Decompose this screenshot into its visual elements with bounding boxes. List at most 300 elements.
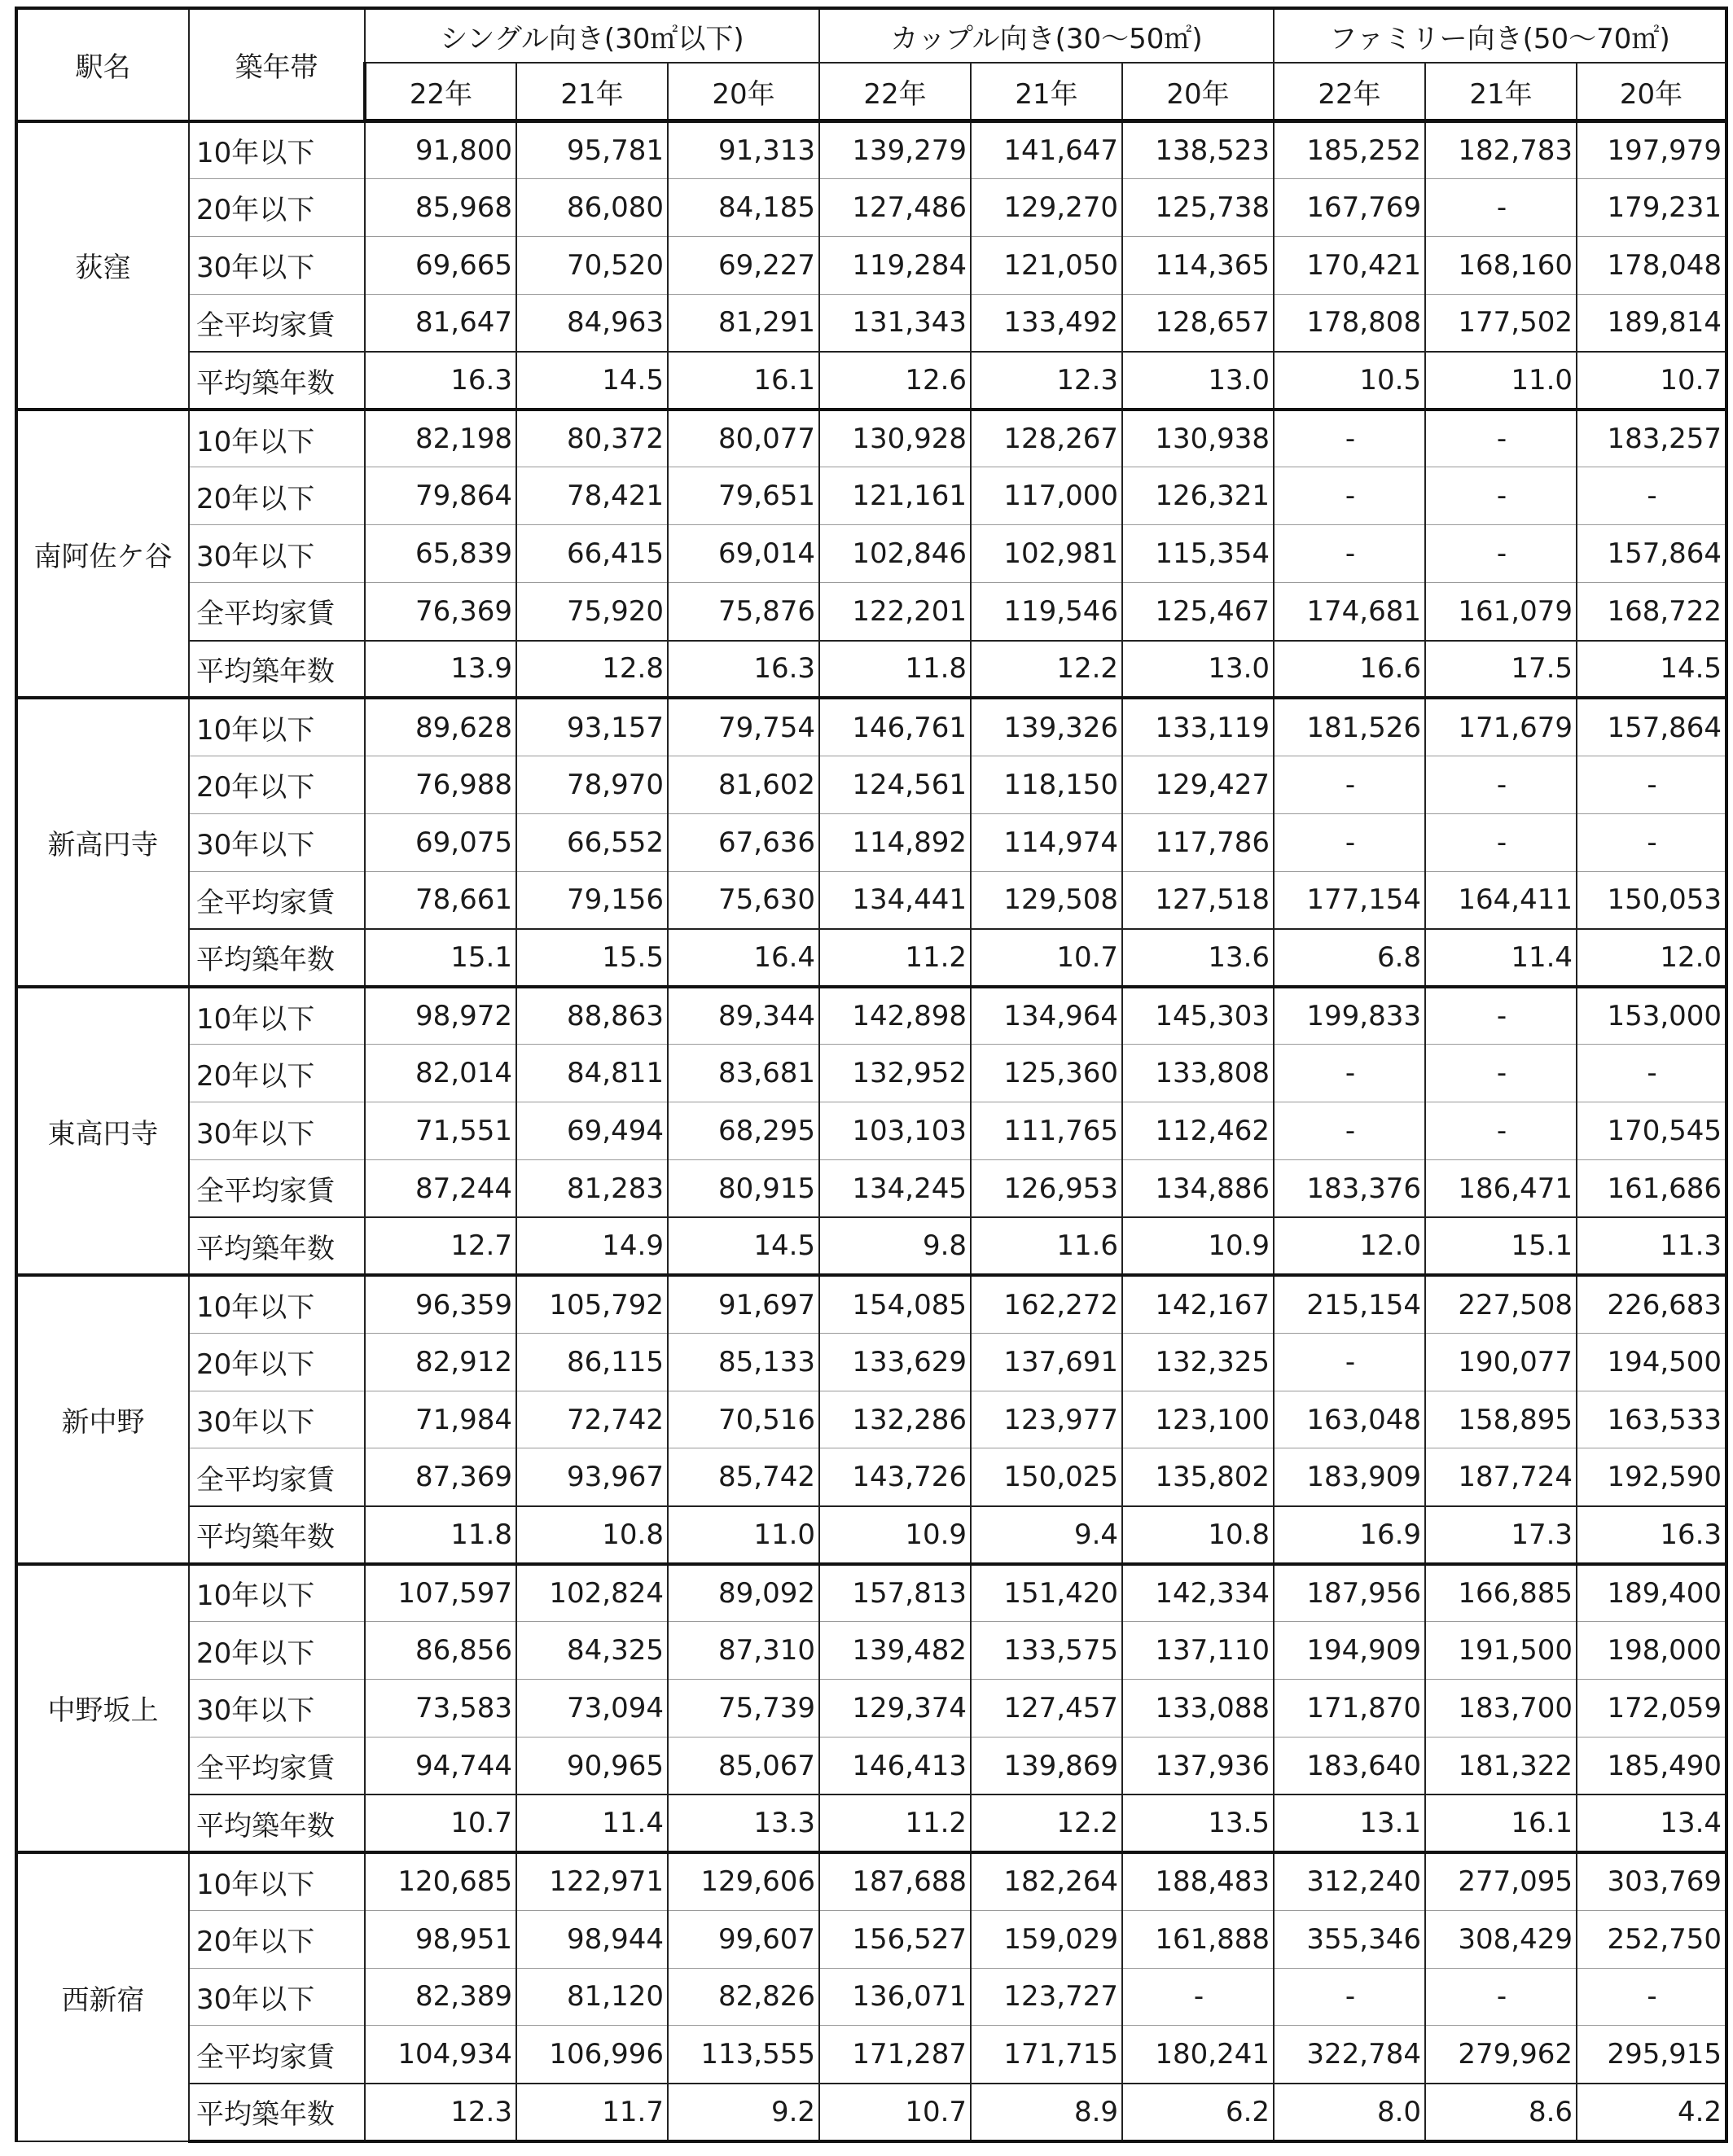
rent-value-cell: 308,429 xyxy=(1425,1910,1577,1968)
rent-value-cell: 11.2 xyxy=(819,929,971,987)
rent-value-cell: 178,808 xyxy=(1274,294,1425,352)
rent-value-cell: 134,441 xyxy=(819,871,971,929)
rent-value-cell: 13.0 xyxy=(1122,352,1274,410)
rent-value-cell: - xyxy=(1577,1968,1726,2026)
rent-value-cell: 93,157 xyxy=(516,698,668,756)
age-band-label: 30年以下 xyxy=(189,813,365,871)
rent-value-cell: 185,490 xyxy=(1577,1737,1726,1794)
rent-value-cell: 76,369 xyxy=(365,583,516,641)
rent-value-cell: 11.0 xyxy=(1425,352,1577,410)
rent-value-cell: 10.9 xyxy=(819,1506,971,1564)
rent-value-cell: 6.2 xyxy=(1122,2084,1274,2141)
rent-value-cell: 177,502 xyxy=(1425,294,1577,352)
rent-value-cell: 103,103 xyxy=(819,1102,971,1160)
rent-value-cell: 82,826 xyxy=(668,1968,819,2026)
rent-value-cell: 279,962 xyxy=(1425,2026,1577,2084)
rent-value-cell: 87,244 xyxy=(365,1160,516,1218)
rent-value-cell: 135,802 xyxy=(1122,1448,1274,1506)
rent-value-cell: 134,964 xyxy=(971,987,1122,1045)
rent-value-cell: 12.0 xyxy=(1274,1217,1425,1275)
rent-value-cell: 94,744 xyxy=(365,1737,516,1794)
rent-value-cell: 185,252 xyxy=(1274,121,1425,179)
rent-value-cell: 102,846 xyxy=(819,525,971,583)
rent-value-cell: 123,727 xyxy=(971,1968,1122,2026)
rent-value-cell: 90,965 xyxy=(516,1737,668,1794)
rent-value-cell: 13.9 xyxy=(365,641,516,699)
rent-value-cell: 171,679 xyxy=(1425,698,1577,756)
header-year: 20年 xyxy=(1122,63,1274,121)
table-row xyxy=(16,987,1726,1045)
rent-value-cell: 174,681 xyxy=(1274,583,1425,641)
rent-value-cell: 15.5 xyxy=(516,929,668,987)
rent-value-cell: 99,607 xyxy=(668,1910,819,1968)
rent-value-cell: 16.3 xyxy=(1577,1506,1726,1564)
rent-value-cell: 10.8 xyxy=(516,1506,668,1564)
rent-value-cell: 78,661 xyxy=(365,871,516,929)
rent-value-cell: 180,241 xyxy=(1122,2026,1274,2084)
header-year: 21年 xyxy=(1425,63,1577,121)
rent-value-cell: 133,575 xyxy=(971,1622,1122,1680)
rent-value-cell: 159,029 xyxy=(971,1910,1122,1968)
age-band-label: 20年以下 xyxy=(189,1045,365,1102)
table-row xyxy=(16,2026,1726,2084)
rent-value-cell: 102,981 xyxy=(971,525,1122,583)
rent-value-cell: 75,739 xyxy=(668,1680,819,1738)
rent-value-cell: 161,888 xyxy=(1122,1910,1274,1968)
rent-value-cell: 172,059 xyxy=(1577,1680,1726,1738)
rent-value-cell: - xyxy=(1122,1968,1274,2026)
rent-value-cell: 10.8 xyxy=(1122,1506,1274,1564)
rent-value-cell: 11.7 xyxy=(516,2084,668,2141)
rent-value-cell: 78,970 xyxy=(516,756,668,813)
age-band-label: 10年以下 xyxy=(189,987,365,1045)
rent-value-cell: 79,864 xyxy=(365,467,516,525)
rent-value-cell: 123,100 xyxy=(1122,1391,1274,1448)
rent-value-cell: - xyxy=(1274,1045,1425,1102)
rent-value-cell: 119,546 xyxy=(971,583,1122,641)
rent-value-cell: 183,376 xyxy=(1274,1160,1425,1218)
rent-value-cell: 151,420 xyxy=(971,1564,1122,1622)
rent-value-cell: 114,365 xyxy=(1122,236,1274,294)
rent-value-cell: 145,303 xyxy=(1122,987,1274,1045)
rent-value-cell: 146,761 xyxy=(819,698,971,756)
rent-value-cell: 181,526 xyxy=(1274,698,1425,756)
rent-value-cell: 129,606 xyxy=(668,1852,819,1910)
rent-value-cell: 194,500 xyxy=(1577,1333,1726,1391)
table-row xyxy=(16,1737,1726,1794)
station-name: 西新宿 xyxy=(16,1852,189,2141)
rent-value-cell: 134,886 xyxy=(1122,1160,1274,1218)
rent-value-cell: 114,974 xyxy=(971,813,1122,871)
rent-value-cell: 13.4 xyxy=(1577,1794,1726,1852)
rent-value-cell: 143,726 xyxy=(819,1448,971,1506)
table-row xyxy=(16,178,1726,236)
rent-value-cell: 11.4 xyxy=(1425,929,1577,987)
rent-value-cell: 171,715 xyxy=(971,2026,1122,2084)
table-row xyxy=(16,1102,1726,1160)
rent-value-cell: 10.7 xyxy=(1577,352,1726,410)
rent-value-cell: 84,325 xyxy=(516,1622,668,1680)
rent-value-cell: 118,150 xyxy=(971,756,1122,813)
rent-value-cell: 138,523 xyxy=(1122,121,1274,179)
rent-value-cell: 10.5 xyxy=(1274,352,1425,410)
rent-value-cell: 215,154 xyxy=(1274,1275,1425,1333)
rent-value-cell: 16.3 xyxy=(668,641,819,699)
rent-value-cell: 121,161 xyxy=(819,467,971,525)
rent-value-cell: 171,287 xyxy=(819,2026,971,2084)
rent-value-cell: 132,952 xyxy=(819,1045,971,1102)
age-band-label: 30年以下 xyxy=(189,1968,365,2026)
header-group-single: シングル向き(30㎡以下) xyxy=(365,8,819,63)
table-row xyxy=(16,121,1726,179)
rent-value-cell: 312,240 xyxy=(1274,1852,1425,1910)
rent-value-cell: 107,597 xyxy=(365,1564,516,1622)
rent-value-cell: 156,527 xyxy=(819,1910,971,1968)
rent-value-cell: 11.0 xyxy=(668,1506,819,1564)
rent-value-cell: 80,077 xyxy=(668,410,819,467)
rent-value-cell: 85,133 xyxy=(668,1333,819,1391)
rent-value-cell: 127,518 xyxy=(1122,871,1274,929)
rent-value-cell: 17.5 xyxy=(1425,641,1577,699)
rent-value-cell: 11.8 xyxy=(365,1506,516,1564)
rent-value-cell: 178,048 xyxy=(1577,236,1726,294)
rent-value-cell: 4.2 xyxy=(1577,2084,1726,2141)
rent-value-cell: 322,784 xyxy=(1274,2026,1425,2084)
rent-table xyxy=(15,7,1728,2143)
rent-value-cell: 122,201 xyxy=(819,583,971,641)
age-band-label: 全平均家賃 xyxy=(189,871,365,929)
rent-value-cell: - xyxy=(1274,1333,1425,1391)
table-body xyxy=(16,121,1726,2142)
table-row xyxy=(16,1448,1726,1506)
rent-value-cell: 84,185 xyxy=(668,178,819,236)
rent-value-cell: 133,119 xyxy=(1122,698,1274,756)
rent-value-cell: 139,326 xyxy=(971,698,1122,756)
rent-value-cell: 150,025 xyxy=(971,1448,1122,1506)
rent-value-cell: 75,630 xyxy=(668,871,819,929)
rent-value-cell: 129,508 xyxy=(971,871,1122,929)
table-row xyxy=(16,1910,1726,1968)
rent-value-cell: 128,267 xyxy=(971,410,1122,467)
table-row xyxy=(16,813,1726,871)
header-group-family: ファミリー向き(50～70㎡) xyxy=(1274,8,1726,63)
rent-value-cell: 71,551 xyxy=(365,1102,516,1160)
age-band-label: 10年以下 xyxy=(189,1564,365,1622)
rent-value-cell: 12.7 xyxy=(365,1217,516,1275)
rent-value-cell: 81,120 xyxy=(516,1968,668,2026)
rent-value-cell: 14.5 xyxy=(516,352,668,410)
rent-value-cell: 12.3 xyxy=(365,2084,516,2141)
rent-value-cell: 82,912 xyxy=(365,1333,516,1391)
rent-value-cell: 73,583 xyxy=(365,1680,516,1738)
rent-value-cell: 182,264 xyxy=(971,1852,1122,1910)
rent-value-cell: 168,160 xyxy=(1425,236,1577,294)
rent-value-cell: 168,722 xyxy=(1577,583,1726,641)
header-year: 20年 xyxy=(1577,63,1726,121)
rent-value-cell: 125,738 xyxy=(1122,178,1274,236)
rent-value-cell: 183,909 xyxy=(1274,1448,1425,1506)
rent-value-cell: 177,154 xyxy=(1274,871,1425,929)
rent-value-cell: 131,343 xyxy=(819,294,971,352)
rent-value-cell: 136,071 xyxy=(819,1968,971,2026)
rent-value-cell: 85,968 xyxy=(365,178,516,236)
rent-value-cell: 12.8 xyxy=(516,641,668,699)
age-band-label: 30年以下 xyxy=(189,1102,365,1160)
rent-value-cell: 81,602 xyxy=(668,756,819,813)
rent-value-cell: 187,688 xyxy=(819,1852,971,1910)
rent-value-cell: - xyxy=(1425,467,1577,525)
rent-value-cell: 183,257 xyxy=(1577,410,1726,467)
rent-value-cell: 10.9 xyxy=(1122,1217,1274,1275)
age-band-label: 10年以下 xyxy=(189,698,365,756)
table-row xyxy=(16,2084,1726,2141)
rent-value-cell: 70,520 xyxy=(516,236,668,294)
rent-value-cell: 129,270 xyxy=(971,178,1122,236)
rent-value-cell: 78,421 xyxy=(516,467,668,525)
rent-value-cell: 137,110 xyxy=(1122,1622,1274,1680)
header-year: 21年 xyxy=(516,63,668,121)
rent-value-cell: 16.3 xyxy=(365,352,516,410)
rent-value-cell: 157,813 xyxy=(819,1564,971,1622)
rent-value-cell: 164,411 xyxy=(1425,871,1577,929)
header-group-couple: カップル向き(30～50㎡) xyxy=(819,8,1274,63)
rent-value-cell: 128,657 xyxy=(1122,294,1274,352)
rent-value-cell: 133,088 xyxy=(1122,1680,1274,1738)
station-name: 東高円寺 xyxy=(16,987,189,1275)
rent-value-cell: 76,988 xyxy=(365,756,516,813)
age-band-label: 全平均家賃 xyxy=(189,1737,365,1794)
rent-value-cell: 85,067 xyxy=(668,1737,819,1794)
table-row xyxy=(16,583,1726,641)
age-band-label: 平均築年数 xyxy=(189,929,365,987)
rent-value-cell: 105,792 xyxy=(516,1275,668,1333)
rent-value-cell: - xyxy=(1425,1968,1577,2026)
rent-value-cell: 79,651 xyxy=(668,467,819,525)
rent-value-cell: 12.3 xyxy=(971,352,1122,410)
rent-value-cell: - xyxy=(1425,525,1577,583)
rent-value-cell: 132,325 xyxy=(1122,1333,1274,1391)
rent-value-cell: 122,971 xyxy=(516,1852,668,1910)
age-band-label: 全平均家賃 xyxy=(189,294,365,352)
rent-value-cell: 66,415 xyxy=(516,525,668,583)
rent-value-cell: 91,800 xyxy=(365,121,516,179)
rent-value-cell: 12.6 xyxy=(819,352,971,410)
age-band-label: 20年以下 xyxy=(189,756,365,813)
table-row xyxy=(16,1333,1726,1391)
rent-value-cell: 129,427 xyxy=(1122,756,1274,813)
table-row xyxy=(16,1622,1726,1680)
rent-value-cell: 161,079 xyxy=(1425,583,1577,641)
rent-value-cell: 117,786 xyxy=(1122,813,1274,871)
header-year: 22年 xyxy=(1274,63,1425,121)
rent-value-cell: - xyxy=(1274,467,1425,525)
rent-value-cell: 170,421 xyxy=(1274,236,1425,294)
rent-value-cell: 227,508 xyxy=(1425,1275,1577,1333)
table-row xyxy=(16,929,1726,987)
age-band-label: 20年以下 xyxy=(189,1622,365,1680)
rent-value-cell: 13.1 xyxy=(1274,1794,1425,1852)
rent-value-cell: 137,691 xyxy=(971,1333,1122,1391)
rent-value-cell: 79,754 xyxy=(668,698,819,756)
age-band-label: 20年以下 xyxy=(189,178,365,236)
rent-value-cell: 72,742 xyxy=(516,1391,668,1448)
rent-value-cell: 355,346 xyxy=(1274,1910,1425,1968)
rent-value-cell: 194,909 xyxy=(1274,1622,1425,1680)
rent-value-cell: 187,724 xyxy=(1425,1448,1577,1506)
rent-value-cell: 139,869 xyxy=(971,1737,1122,1794)
rent-value-cell: 126,321 xyxy=(1122,467,1274,525)
header-year: 20年 xyxy=(668,63,819,121)
age-band-label: 平均築年数 xyxy=(189,352,365,410)
rent-value-cell: 6.8 xyxy=(1274,929,1425,987)
rent-value-cell: 8.0 xyxy=(1274,2084,1425,2141)
rent-value-cell: 69,494 xyxy=(516,1102,668,1160)
rent-value-cell: 11.3 xyxy=(1577,1217,1726,1275)
rent-value-cell: 11.8 xyxy=(819,641,971,699)
rent-value-cell: 70,516 xyxy=(668,1391,819,1448)
rent-value-cell: 126,953 xyxy=(971,1160,1122,1218)
rent-value-cell: - xyxy=(1274,525,1425,583)
rent-value-cell: 120,685 xyxy=(365,1852,516,1910)
rent-value-cell: 134,245 xyxy=(819,1160,971,1218)
age-band-label: 平均築年数 xyxy=(189,641,365,699)
table-row xyxy=(16,1160,1726,1218)
rent-value-cell: 171,870 xyxy=(1274,1680,1425,1738)
header-year: 22年 xyxy=(819,63,971,121)
rent-value-cell: 11.2 xyxy=(819,1794,971,1852)
rent-value-cell: 125,467 xyxy=(1122,583,1274,641)
rent-value-cell: 88,863 xyxy=(516,987,668,1045)
rent-value-cell: 153,000 xyxy=(1577,987,1726,1045)
table-row xyxy=(16,1391,1726,1448)
age-band-label: 平均築年数 xyxy=(189,1506,365,1564)
table-row xyxy=(16,756,1726,813)
table-row xyxy=(16,871,1726,929)
rent-value-cell: - xyxy=(1274,410,1425,467)
table-row xyxy=(16,1852,1726,1910)
rent-value-cell: 154,085 xyxy=(819,1275,971,1333)
rent-value-cell: - xyxy=(1425,178,1577,236)
rent-value-cell: 141,647 xyxy=(971,121,1122,179)
rent-value-cell: 252,750 xyxy=(1577,1910,1726,1968)
rent-value-cell: 226,683 xyxy=(1577,1275,1726,1333)
rent-value-cell: - xyxy=(1274,756,1425,813)
rent-value-cell: 71,984 xyxy=(365,1391,516,1448)
table-row xyxy=(16,641,1726,699)
station-name: 新高円寺 xyxy=(16,698,189,986)
rent-value-cell: 119,284 xyxy=(819,236,971,294)
station-name: 新中野 xyxy=(16,1275,189,1563)
rent-value-cell: 11.4 xyxy=(516,1794,668,1852)
rent-value-cell: 12.2 xyxy=(971,1794,1122,1852)
rent-value-cell: 10.7 xyxy=(971,929,1122,987)
rent-value-cell: 69,665 xyxy=(365,236,516,294)
rent-value-cell: 11.6 xyxy=(971,1217,1122,1275)
rent-value-cell: 82,014 xyxy=(365,1045,516,1102)
rent-value-cell: - xyxy=(1425,813,1577,871)
rent-value-cell: 189,400 xyxy=(1577,1564,1726,1622)
rent-value-cell: 17.3 xyxy=(1425,1506,1577,1564)
rent-value-cell: 65,839 xyxy=(365,525,516,583)
rent-value-cell: 115,354 xyxy=(1122,525,1274,583)
rent-value-cell: 75,876 xyxy=(668,583,819,641)
rent-value-cell: 133,629 xyxy=(819,1333,971,1391)
rent-value-cell: 69,227 xyxy=(668,236,819,294)
rent-value-cell: 111,765 xyxy=(971,1102,1122,1160)
rent-value-cell: 82,389 xyxy=(365,1968,516,2026)
rent-value-cell: - xyxy=(1425,410,1577,467)
rent-value-cell: 73,094 xyxy=(516,1680,668,1738)
rent-value-cell: 190,077 xyxy=(1425,1333,1577,1391)
rent-value-cell: - xyxy=(1425,1045,1577,1102)
age-band-label: 平均築年数 xyxy=(189,2084,365,2141)
rent-value-cell: 183,640 xyxy=(1274,1737,1425,1794)
header-year: 22年 xyxy=(365,63,516,121)
rent-value-cell: 13.0 xyxy=(1122,641,1274,699)
rent-value-cell: 106,996 xyxy=(516,2026,668,2084)
table-header xyxy=(16,8,1726,121)
header-station: 駅名 xyxy=(16,8,189,121)
rent-value-cell: 81,291 xyxy=(668,294,819,352)
rent-value-cell: 91,313 xyxy=(668,121,819,179)
rent-value-cell: - xyxy=(1577,813,1726,871)
rent-value-cell: 188,483 xyxy=(1122,1852,1274,1910)
rent-value-cell: 13.3 xyxy=(668,1794,819,1852)
station-name: 南阿佐ケ谷 xyxy=(16,410,189,698)
rent-value-cell: 197,979 xyxy=(1577,121,1726,179)
rent-value-cell: 98,951 xyxy=(365,1910,516,1968)
rent-value-cell: 16.4 xyxy=(668,929,819,987)
rent-value-cell: 15.1 xyxy=(1425,1217,1577,1275)
rent-value-cell: 183,700 xyxy=(1425,1680,1577,1738)
rent-value-cell: 191,500 xyxy=(1425,1622,1577,1680)
rent-value-cell: - xyxy=(1274,1102,1425,1160)
rent-value-cell: 133,492 xyxy=(971,294,1122,352)
rent-value-cell: 142,167 xyxy=(1122,1275,1274,1333)
rent-value-cell: 8.9 xyxy=(971,2084,1122,2141)
rent-value-cell: 127,486 xyxy=(819,178,971,236)
rent-value-cell: 114,892 xyxy=(819,813,971,871)
rent-value-cell: 93,967 xyxy=(516,1448,668,1506)
age-band-label: 20年以下 xyxy=(189,1333,365,1391)
rent-value-cell: 16.1 xyxy=(1425,1794,1577,1852)
rent-value-cell: - xyxy=(1425,756,1577,813)
rent-value-cell: 182,783 xyxy=(1425,121,1577,179)
rent-value-cell: 81,647 xyxy=(365,294,516,352)
rent-value-cell: 9.8 xyxy=(819,1217,971,1275)
rent-value-cell: 98,972 xyxy=(365,987,516,1045)
rent-value-cell: 102,824 xyxy=(516,1564,668,1622)
age-band-label: 10年以下 xyxy=(189,121,365,179)
table-row xyxy=(16,467,1726,525)
rent-value-cell: 10.7 xyxy=(365,1794,516,1852)
rent-value-cell: 15.1 xyxy=(365,929,516,987)
table-row xyxy=(16,294,1726,352)
rent-value-cell: 84,811 xyxy=(516,1045,668,1102)
rent-value-cell: 16.6 xyxy=(1274,641,1425,699)
rent-value-cell: 16.9 xyxy=(1274,1506,1425,1564)
rent-value-cell: 86,115 xyxy=(516,1333,668,1391)
age-band-label: 30年以下 xyxy=(189,1680,365,1738)
rent-value-cell: - xyxy=(1577,1045,1726,1102)
rent-value-cell: 113,555 xyxy=(668,2026,819,2084)
rent-value-cell: 16.1 xyxy=(668,352,819,410)
rent-value-cell: 89,092 xyxy=(668,1564,819,1622)
rent-value-cell: 133,808 xyxy=(1122,1045,1274,1102)
rent-value-cell: 137,936 xyxy=(1122,1737,1274,1794)
rent-value-cell: 13.5 xyxy=(1122,1794,1274,1852)
rent-value-cell: 80,915 xyxy=(668,1160,819,1218)
